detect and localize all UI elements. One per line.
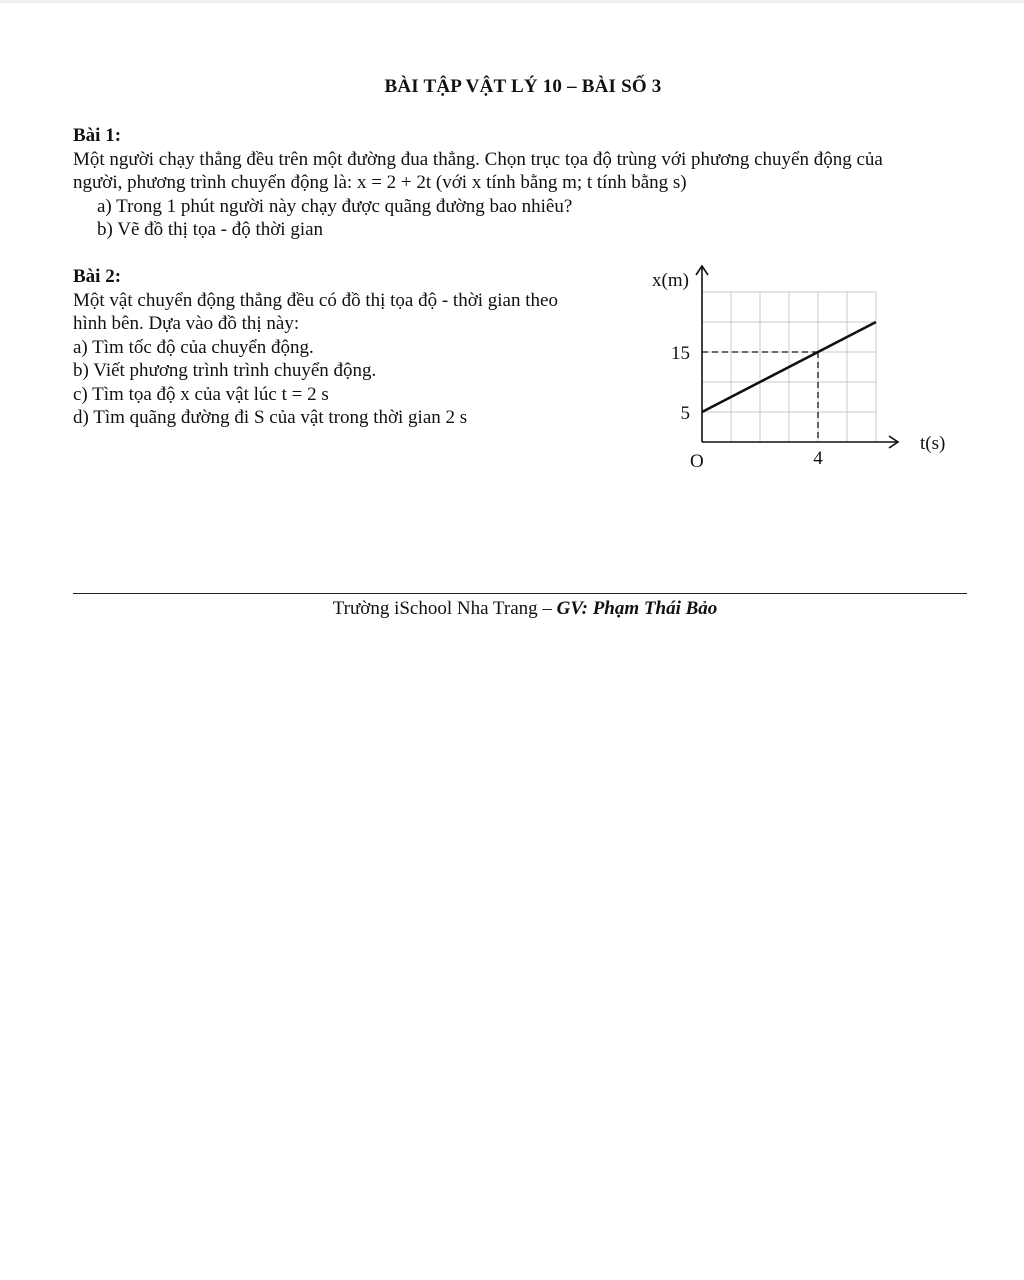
- exercise-2-part-c: c) Tìm tọa độ x của vật lúc t = 2 s: [73, 383, 329, 405]
- y-tick-label: 15: [671, 343, 690, 364]
- exercise-1-text-line-2: người, phương trình chuyển động là: x = 2 + 2t (với x tính bằng m; t tính bằng s): [73, 172, 687, 193]
- position-time-graph: [640, 250, 980, 480]
- exercise-2-part-b: b) Viết phương trình trình chuyển động.: [73, 360, 377, 381]
- exercise-1-part-b: b) Vẽ đồ thị tọa - độ thời gian: [97, 219, 324, 240]
- origin-label: O: [690, 451, 704, 472]
- exercise-2: [73, 265, 633, 430]
- exercise-2-part-d: d) Tìm quãng đường đi S của vật trong thời gian 2 s: [73, 407, 468, 428]
- y-axis-label: x(m): [652, 270, 689, 291]
- exercise-1: [73, 124, 973, 242]
- footer-school: Trường iSchool Nha Trang –: [332, 598, 557, 619]
- page-top-edge: [0, 0, 1024, 3]
- x-tick-labels: [813, 448, 823, 469]
- footer-rule: [73, 593, 967, 594]
- x-axis-label: t(s): [920, 433, 946, 454]
- exercise-2-text-line-1: Một vật chuyển động thẳng đều có đồ thị tọa độ - thời gian theo: [73, 289, 558, 311]
- x-tick-label: 4: [813, 448, 823, 469]
- footer: [0, 598, 1024, 620]
- exercise-2-text-line-2: hình bên. Dựa vào đồ thị này:: [73, 313, 300, 334]
- exercise-2-part-a: a) Tìm tốc độ của chuyển động.: [73, 336, 314, 358]
- document-title: BÀI TẬP VẬT LÝ 10 – BÀI SỐ 3: [384, 76, 662, 97]
- exercise-1-text-line-1: Một người chạy thẳng đều trên một đường đua thẳng. Chọn trục tọa độ trùng với phương chuyển động của: [73, 148, 883, 170]
- chart-axes: [696, 266, 898, 448]
- exercise-1-heading: Bài 1:: [73, 125, 122, 146]
- exercise-1-part-a: a) Trong 1 phút người này chạy được quãng đường bao nhiêu?: [97, 195, 573, 217]
- footer-author: GV: Phạm Thái Bảo: [556, 598, 718, 619]
- y-tick-label: 5: [680, 403, 690, 424]
- y-tick-labels: [671, 343, 690, 424]
- exercise-2-heading: Bài 2:: [73, 266, 122, 287]
